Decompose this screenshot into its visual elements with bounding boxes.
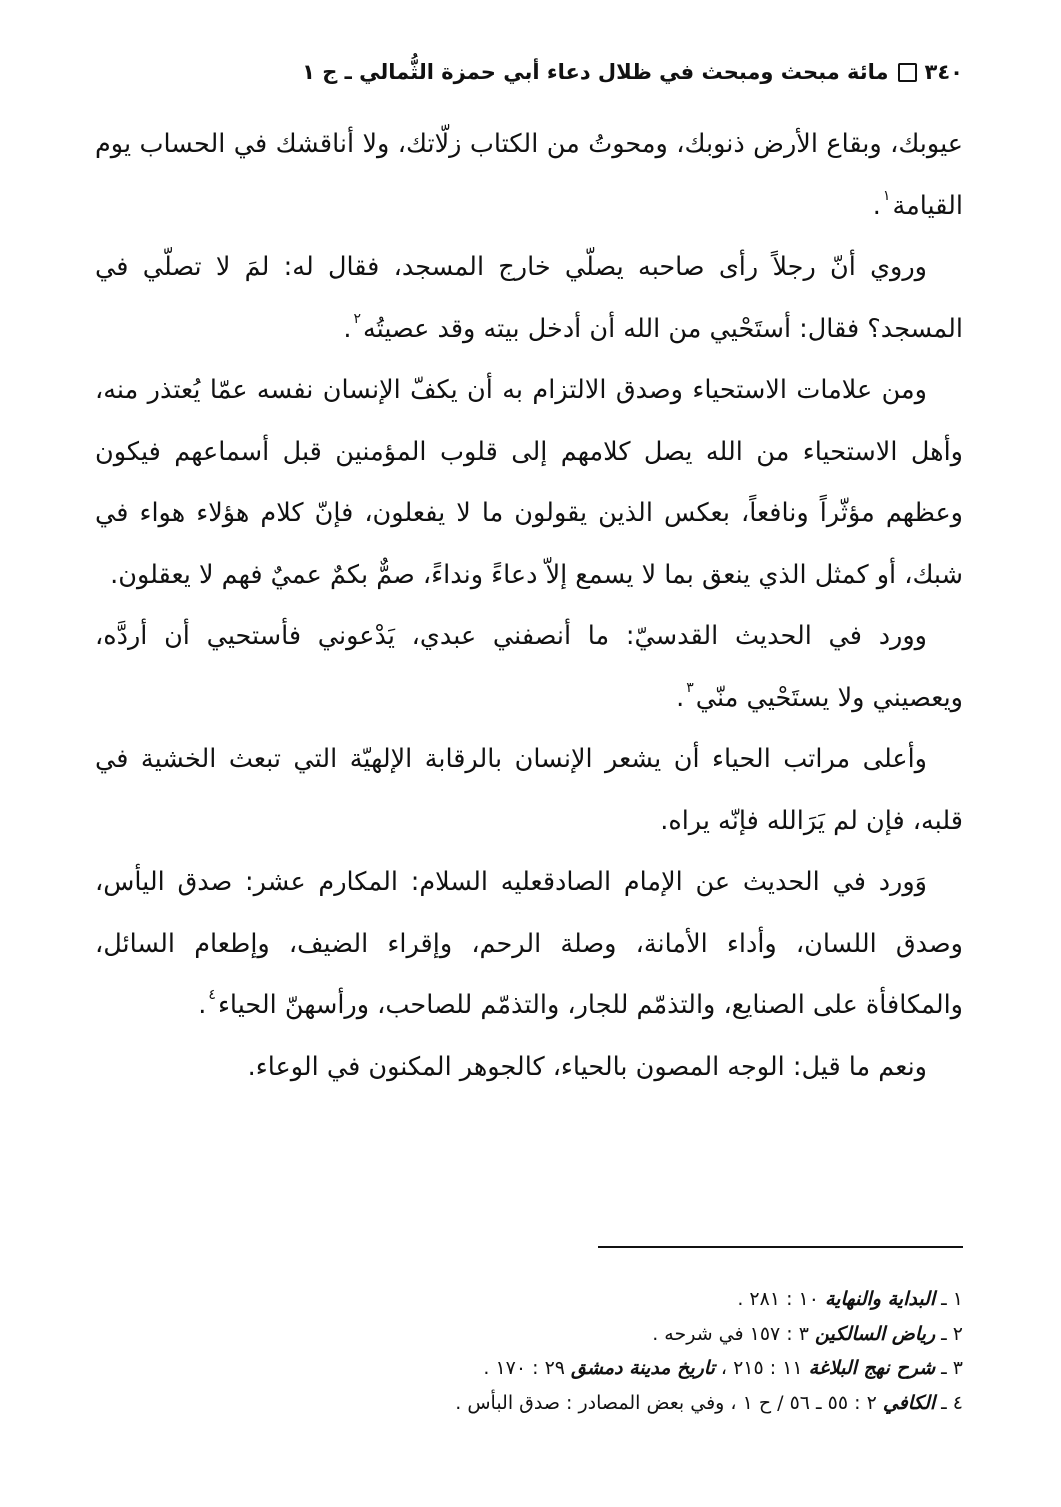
paragraph-text: ونعم ما قيل: الوجه المصون بالحياء، كالجوهر المكنون في الوعاء. bbox=[247, 1051, 927, 1082]
page-number: ٣٤٠ bbox=[924, 60, 963, 84]
paragraph-text: وروي أنّ رجلاً رأى صاحبه يصلّي خارج المسجد، فقال له: لمَ لا تصلّي في المسجد؟ فقال: أستَحْيي من الله أن أدخل بيته وقد عصيتُه bbox=[95, 252, 963, 344]
paragraph-text: وأعلى مراتب الحياء أن يشعر الإنسان بالرقابة الإلهيّة التي تبعث الخشية في قلبه، فإن لم يَرَالله فإنّه يراه. bbox=[95, 744, 963, 836]
footnote-3 bbox=[95, 1351, 963, 1386]
paragraph-text: ومن علامات الاستحياء وصدق الالتزام به أن يكفّ الإنسان نفسه عمّا يُعتذر منه، وأهل الاستحياء من الله يصل كلامهم إلى قلوب المؤمنين قبل أسماعهم فيكون وعظهم مؤثّراً ونافعاً، بعكس الذين يقولون ما لا يفعلون، فإنّ كلام هؤلاء هواء في شبك، أو كمثل الذي ينعق بما لا يسمع إلاّ دعاءً ونداءً، صمٌّ بكمٌ عميٌ فهم لا يعقلون. bbox=[95, 375, 963, 590]
footnote-marker-3: ٣ bbox=[686, 679, 694, 696]
footnote-marker-2: ٢ bbox=[353, 310, 361, 327]
footnotes bbox=[95, 1282, 963, 1420]
paragraph-end: . bbox=[872, 190, 881, 221]
footnote-reference: ٣ : ١٥٧ في شرحه . bbox=[652, 1322, 809, 1345]
paragraph-text: وورد في الحديث القدسيّ: ما أنصفني عبدي، يَدْعوني فأستحيي أن أردَّه، ويعصيني ولا يستَحْيي منّي bbox=[95, 621, 963, 713]
footnote-reference-2: ٢٩ : ١٧٠ . bbox=[483, 1357, 565, 1379]
paragraph-1 bbox=[95, 114, 963, 237]
footnote-number: ١ ـ bbox=[941, 1288, 963, 1310]
paragraph-text: وَورد في الحديث عن الإمام الصادقعليه السلام: المكارم عشر: صدق اليأس، وصدق اللسان، وأداء الأمانة، وصلة الرحم، وإقراء الضيف، وإطعام السائل، والمكافأة على الصنايع، والتذمّم للجار، والتذمّم للصاحب، ورأسهنّ الحياء bbox=[95, 867, 963, 1020]
paragraph-end: . bbox=[343, 313, 352, 344]
running-title: مائة مبحث ومبحث في ظلال دعاء أبي حمزة الثُّمالي ـ ج ١ bbox=[302, 60, 889, 84]
running-header bbox=[300, 52, 963, 92]
footnote-source: شرح نهج البلاغة bbox=[808, 1357, 936, 1379]
paragraph-5 bbox=[95, 729, 963, 852]
paragraph-7 bbox=[95, 1037, 963, 1099]
footnote-4 bbox=[95, 1386, 963, 1421]
paragraph-2 bbox=[95, 237, 963, 360]
paragraph-end: . bbox=[676, 682, 685, 713]
footnote-1 bbox=[95, 1282, 963, 1317]
footnote-source: رياض السالكين bbox=[815, 1322, 936, 1345]
paragraph-4 bbox=[95, 606, 963, 729]
paragraph-end: . bbox=[198, 990, 207, 1020]
footnote-reference: ١١ : ٢١٥ ، bbox=[720, 1357, 803, 1379]
main-text bbox=[95, 114, 963, 1098]
footnote-reference: ٢ : ٥٥ ـ ٥٦ / ح ١ ، وفي بعض المصادر : صدق البأس . bbox=[455, 1391, 877, 1414]
footnote-source-2: تاريخ مدينة دمشق bbox=[571, 1357, 715, 1379]
footnote-number: ٣ ـ bbox=[941, 1357, 963, 1379]
footnote-marker-4: ٤ bbox=[208, 987, 216, 1003]
footnote-number: ٢ ـ bbox=[941, 1322, 963, 1345]
footnote-source: البداية والنهاية bbox=[824, 1288, 936, 1310]
footnote-marker-1: ١ bbox=[882, 187, 891, 204]
paragraph-text: عيوبك، وبقاع الأرض ذنوبك، ومحوتُ من الكتاب زلّاتك، ولا أناقشك في الحساب يوم القيامة bbox=[95, 129, 963, 221]
footnote-reference: ١٠ : ٢٨١ . bbox=[737, 1288, 819, 1310]
square-box-icon bbox=[898, 63, 917, 82]
footnote-divider bbox=[598, 1246, 963, 1248]
paragraph-6 bbox=[95, 852, 963, 1037]
footnote-source: الكافي bbox=[882, 1391, 936, 1414]
paragraph-3 bbox=[95, 360, 963, 606]
footnote-number: ٤ ـ bbox=[941, 1391, 963, 1414]
footnote-2 bbox=[95, 1317, 963, 1352]
